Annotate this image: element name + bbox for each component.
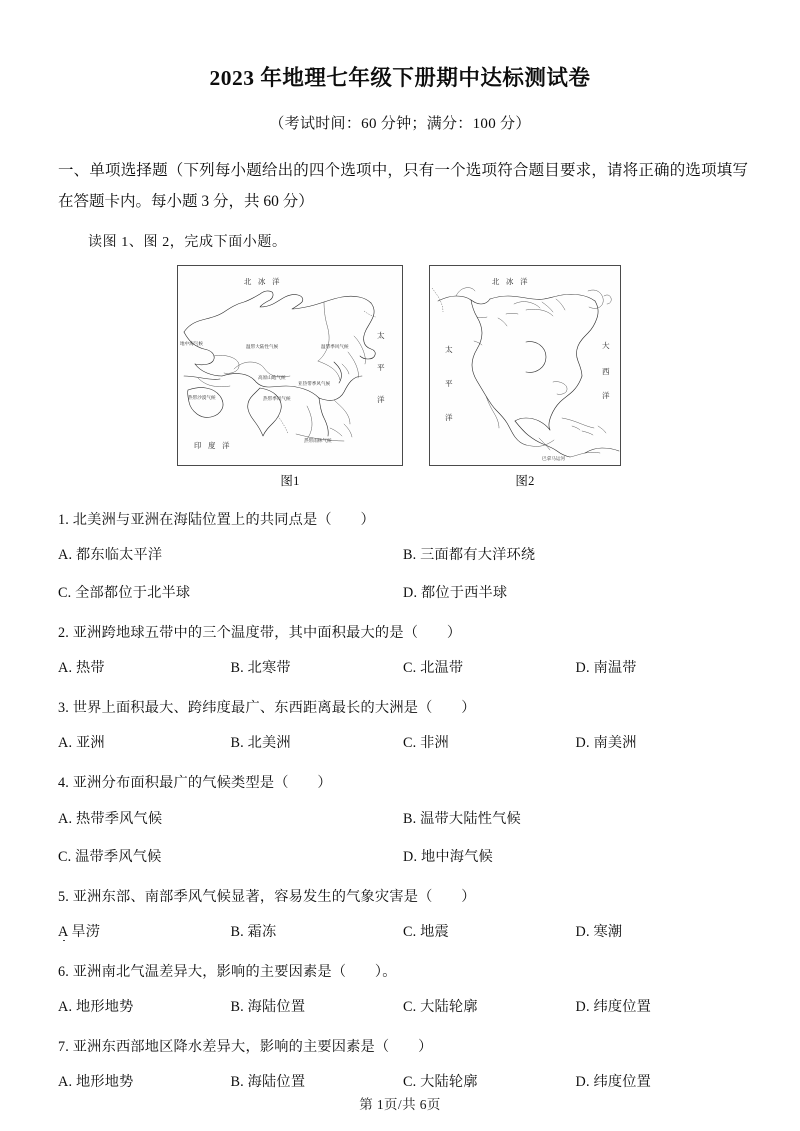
option-b[interactable]: B. 三面都有大洋环绕 bbox=[403, 547, 536, 563]
option-c[interactable]: C. 大陆轮廓 bbox=[403, 1074, 478, 1091]
exam-subtitle: （考试时间：60 分钟；满分：100 分） bbox=[269, 115, 531, 132]
option-c[interactable]: C. 全部都位于北半球 bbox=[58, 585, 191, 601]
option-a[interactable]: A. 热带季风气候 bbox=[58, 810, 163, 827]
question-stem: 5. 亚洲东部、南部季风气候显著，容易发生的气象灾害是（ ） bbox=[58, 888, 476, 905]
question-stem: 2. 亚洲跨地球五带中的三个温度带，其中面积最大的是（ ） bbox=[58, 625, 462, 641]
ocean-label-atlantic-3: 洋 bbox=[602, 390, 610, 400]
question-2 bbox=[58, 620, 748, 695]
climate-label-plateau-mountain: 高原山地气候 bbox=[258, 374, 286, 380]
question-list bbox=[0, 489, 800, 1109]
figure-group bbox=[0, 251, 800, 489]
ocean-label-pacific-2: 平 bbox=[377, 362, 385, 372]
ocean-label-atlantic-2: 西 bbox=[602, 366, 610, 376]
option-b[interactable]: B. 北寒带 bbox=[230, 660, 291, 677]
ocean-label-atlantic-1: 大 bbox=[602, 340, 610, 350]
ocean-label-arctic: 北 冰 洋 bbox=[492, 276, 530, 286]
asia-climate-map bbox=[177, 265, 403, 466]
ocean-label-pacific-2: 平 bbox=[445, 378, 453, 388]
option-c[interactable]: C. 北温带 bbox=[403, 660, 464, 677]
option-row bbox=[58, 846, 748, 884]
question-stem: 4. 亚洲分布面积最广的气候类型是（ ） bbox=[58, 775, 332, 792]
north-america-map bbox=[429, 265, 621, 466]
option-a[interactable]: A. 热带 bbox=[58, 660, 105, 677]
option-b[interactable]: B. 北美洲 bbox=[230, 735, 291, 752]
option-a[interactable]: A. 地形地势 bbox=[58, 1074, 134, 1091]
option-d[interactable]: D. 南美洲 bbox=[575, 735, 637, 752]
option-row bbox=[58, 732, 748, 770]
option-b[interactable]: B. 海陆位置 bbox=[230, 1074, 306, 1091]
north-america-map-graphic bbox=[430, 266, 620, 465]
option-b[interactable]: B. 霜冻 bbox=[230, 923, 277, 940]
climate-label-subtropical-monsoon: 亚热带季风气候 bbox=[298, 380, 331, 386]
climate-label-tropical-rainforest: 热带雨林气候 bbox=[304, 437, 332, 443]
ocean-label-pacific-3: 洋 bbox=[445, 412, 453, 422]
climate-label-tropical-desert: 热带沙漠气候 bbox=[188, 394, 216, 400]
option-d[interactable]: D. 纬度位置 bbox=[575, 999, 651, 1016]
figure-2-caption: 图2 bbox=[515, 473, 535, 488]
question-stem: 3. 世界上面积最大、跨纬度最广、东西距离最长的大洲是（ ） bbox=[58, 700, 476, 717]
option-d[interactable]: D. 南温带 bbox=[575, 660, 637, 677]
question-1 bbox=[58, 513, 748, 620]
option-row bbox=[58, 582, 748, 620]
question-5 bbox=[58, 884, 748, 959]
asia-map-graphic bbox=[178, 266, 402, 465]
option-c[interactable]: C. 非洲 bbox=[403, 735, 449, 752]
option-b[interactable]: B. 温带大陆性气候 bbox=[403, 810, 521, 827]
figure-reading-instruction: 读图 1、图 2，完成下面小题。 bbox=[88, 234, 287, 250]
option-d[interactable]: D. 地中海气候 bbox=[403, 848, 493, 865]
climate-label-mediterranean: 地中海气候 bbox=[180, 340, 203, 346]
ocean-label-arctic: 北 冰 洋 bbox=[244, 276, 282, 286]
question-4 bbox=[58, 770, 748, 883]
option-b[interactable]: B. 海陆位置 bbox=[230, 999, 306, 1016]
option-row bbox=[58, 921, 748, 959]
question-stem: 7. 亚洲东西部地区降水差异大，影响的主要因素是（ ） bbox=[58, 1039, 433, 1056]
question-stem: 1. 北美洲与亚洲在海陆位置上的共同点是（ ） bbox=[58, 511, 375, 528]
figure-1 bbox=[177, 265, 403, 489]
option-a[interactable]: A. 地形地势 bbox=[58, 999, 134, 1016]
figure-2 bbox=[429, 265, 621, 489]
page-title: 2023 年地理七年级下册期中达标测试卷 bbox=[209, 66, 591, 90]
page-footer: 第 1页/共 6页 bbox=[359, 1097, 441, 1112]
climate-label-temperate-continental: 温带大陆性气候 bbox=[246, 343, 279, 349]
question-6 bbox=[58, 959, 748, 1034]
ocean-label-pacific-3: 洋 bbox=[377, 394, 385, 404]
question-stem: 6. 亚洲南北气温差异大，影响的主要因素是（ ）。 bbox=[58, 963, 397, 980]
option-d[interactable]: D. 都位于西半球 bbox=[403, 585, 508, 601]
option-c[interactable]: C. 大陆轮廓 bbox=[403, 999, 478, 1016]
climate-label-temperate-monsoon: 温带季风气候 bbox=[321, 343, 349, 349]
option-c[interactable]: C. 温带季风气候 bbox=[58, 848, 162, 865]
option-a[interactable]: A. 亚洲 bbox=[58, 735, 105, 752]
option-row bbox=[58, 657, 748, 695]
option-a[interactable]: A. 都东临太平洋 bbox=[58, 547, 163, 563]
section-heading-part-one: 一、单项选择题（下列每小题给出的四个选项中，只有一个选项符合题目要求，请将正确的选项填写在答题卡内。每小题 3 分，共 60 分） bbox=[58, 161, 748, 210]
option-row bbox=[58, 808, 748, 846]
option-row bbox=[58, 544, 748, 582]
option-d[interactable]: D. 纬度位置 bbox=[575, 1074, 651, 1091]
ocean-label-pacific-1: 太 bbox=[445, 344, 453, 354]
climate-label-tropical-monsoon: 热带季风气候 bbox=[263, 395, 291, 401]
option-d[interactable]: D. 寒潮 bbox=[575, 923, 623, 940]
place-label-panama-canal: 巴拿马运河 bbox=[542, 455, 565, 461]
ocean-label-indian: 印 度 洋 bbox=[194, 440, 232, 450]
figure-1-caption: 图1 bbox=[280, 473, 300, 488]
option-row bbox=[58, 996, 748, 1034]
question-3 bbox=[58, 695, 748, 770]
option-c[interactable]: C. 地震 bbox=[403, 923, 449, 940]
ocean-label-pacific-1: 太 bbox=[377, 330, 385, 340]
option-a[interactable]: A 旱涝 bbox=[58, 921, 231, 941]
